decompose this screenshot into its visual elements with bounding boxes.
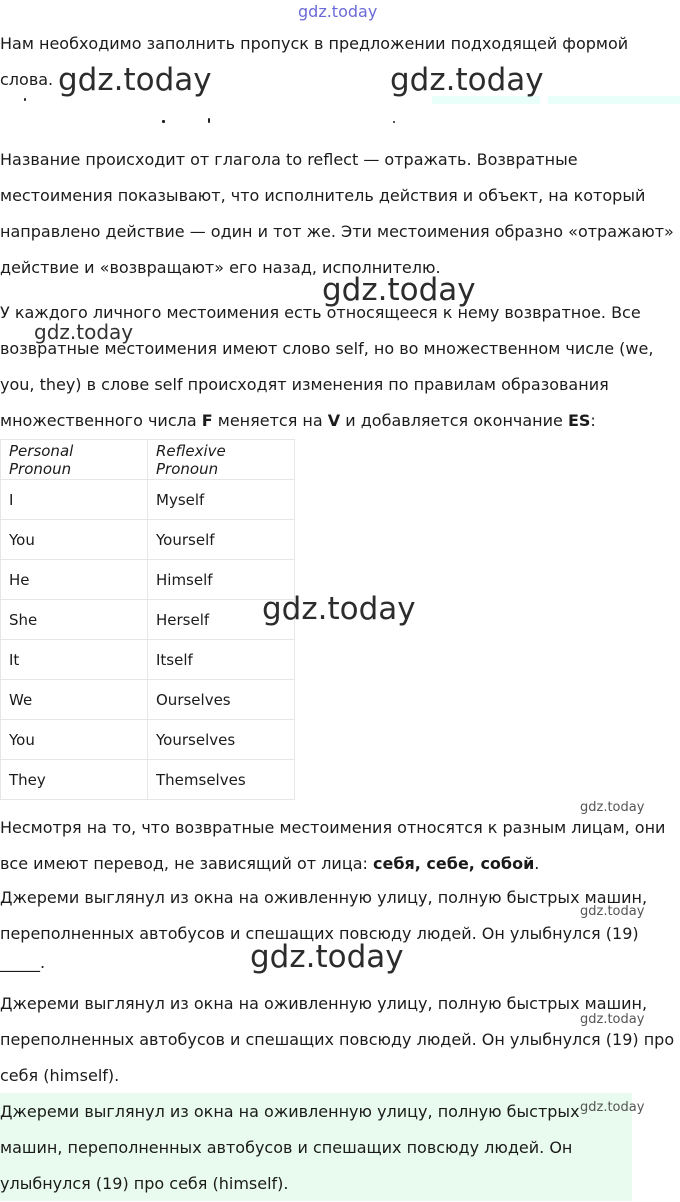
rule-line: У каждого личного местоимения есть относящееся к нему возвратное. Все — [0, 303, 641, 322]
solution-line: себя (himself). — [0, 1066, 120, 1085]
translation-line: Несмотря на то, что возвратные местоимения относятся к разным лицам, они — [0, 818, 666, 837]
answer-line: машин, переполненных автобусов и спешащих повсюду людей. Он — [0, 1138, 573, 1157]
watermark: gdz.today — [580, 1012, 645, 1027]
table-row — [1, 640, 295, 680]
table-header-cell: Personal Pronoun — [1, 440, 148, 480]
watermark: gdz.today — [322, 272, 476, 308]
personal-pronoun-cell: He — [1, 560, 148, 600]
reflexive-pronoun-cell: Ourselves — [148, 680, 295, 720]
table-header-row — [1, 440, 295, 480]
task-line: Джереми выглянул из окна на оживленную улицу, полную быстрых машин, — [0, 888, 648, 907]
table-row — [1, 560, 295, 600]
translation-forms: себя, себе, собой — [373, 854, 535, 873]
rule-paragraph — [0, 295, 676, 439]
ink-mark — [24, 98, 26, 101]
table-row — [1, 720, 295, 760]
answer-paragraph — [0, 1094, 620, 1202]
reflexive-pronoun-cell: Themselves — [148, 760, 295, 800]
intro-line: Нам необходимо заполнить пропуск в предложении подходящей формой — [0, 34, 629, 53]
pronoun-table — [0, 439, 295, 800]
explanation-line: Название происходит от глагола to reflect — отражать. Возвратные — [0, 150, 578, 169]
rule-line-4 — [0, 403, 676, 439]
reflexive-pronoun-cell: Herself — [148, 600, 295, 640]
watermark: gdz.today — [580, 800, 645, 815]
rule-text: и добавляется окончание — [340, 411, 568, 430]
rule-letter-v: V — [327, 411, 341, 430]
rule-text: : — [590, 411, 596, 430]
personal-pronoun-cell: It — [1, 640, 148, 680]
ink-mark — [393, 121, 395, 123]
table-row — [1, 480, 295, 520]
translation-text: все имеют перевод, не зависящий от лица: — [0, 854, 373, 873]
rule-ending-es: ES — [567, 411, 591, 430]
table-row — [1, 680, 295, 720]
watermark: gdz.today — [34, 320, 134, 344]
personal-pronoun-cell: I — [1, 480, 148, 520]
reflexive-pronoun-cell: Myself — [148, 480, 295, 520]
explanation-line: направлено действие — один и тот же. Эти местоимения образно «отражают» — [0, 222, 674, 241]
task-line: переполненных автобусов и спешащих повсюду людей. Он улыбнулся (19) — [0, 924, 639, 943]
rule-line: you, they) в слове self происходят изменения по правилам образования — [0, 375, 609, 394]
translation-line-2 — [0, 846, 676, 882]
personal-pronoun-cell: You — [1, 520, 148, 560]
watermark: gdz.today — [58, 62, 212, 98]
reflexive-pronoun-cell: Yourselves — [148, 720, 295, 760]
table-row — [1, 760, 295, 800]
table-row — [1, 520, 295, 560]
ink-mark — [208, 118, 210, 123]
answer-line: улыбнулся (19) про себя (himself). — [0, 1174, 289, 1193]
solution-paragraph — [0, 986, 676, 1094]
watermark: gdz.today — [580, 904, 645, 919]
rule-text: множественного числа — [0, 411, 202, 430]
personal-pronoun-cell: They — [1, 760, 148, 800]
site-watermark: gdz.today — [298, 2, 378, 21]
table-header-cell: Reflexive Pronoun — [148, 440, 295, 480]
watermark: gdz.today — [262, 591, 416, 627]
translation-note — [0, 810, 676, 882]
personal-pronoun-cell: We — [1, 680, 148, 720]
rule-letter-f: F — [201, 411, 213, 430]
explanation-paragraph — [0, 142, 676, 286]
solution-line: Джереми выглянул из окна на оживленную улицу, полную быстрых машин, — [0, 994, 648, 1013]
reflexive-pronoun-cell: Himself — [148, 560, 295, 600]
watermark: gdz.today — [390, 62, 544, 98]
highlight-strip — [548, 96, 680, 104]
explanation-line: действие и «возвращают» его назад, исполнителю. — [0, 258, 441, 277]
rule-line: возвратные местоимения имеют слово self, но во множественном числе (we, — [0, 339, 654, 358]
solution-line: переполненных автобусов и спешащих повсюду людей. Он улыбнулся (19) про — [0, 1030, 675, 1049]
translation-text: . — [534, 854, 540, 873]
watermark: gdz.today — [250, 939, 404, 975]
intro-line: слова. — [0, 70, 54, 89]
answer-line: Джереми выглянул из окна на оживленную улицу, полную быстрых — [0, 1102, 580, 1121]
task-line: _____. — [0, 953, 46, 972]
rule-text: меняется на — [212, 411, 328, 430]
personal-pronoun-cell: She — [1, 600, 148, 640]
ink-mark — [162, 120, 165, 123]
table-row — [1, 600, 295, 640]
watermark: gdz.today — [580, 1100, 645, 1115]
explanation-line: местоимения показывают, что исполнитель действия и объект, на который — [0, 186, 646, 205]
reflexive-pronoun-cell: Itself — [148, 640, 295, 680]
reflexive-pronoun-cell: Yourself — [148, 520, 295, 560]
personal-pronoun-cell: You — [1, 720, 148, 760]
